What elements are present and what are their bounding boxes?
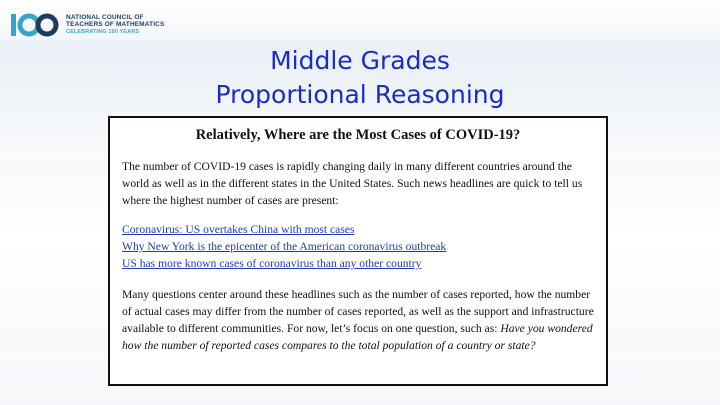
document-intro: The number of COVID-19 cases is rapidly changing daily in many different countries around the world as well as in the different states in the United States. Such news headlines are quick to tell us where the highest number of cases are present: [122,160,583,207]
logo-text [66,14,164,36]
headline-link-3[interactable]: US has more known cases of coronavirus than any other country [122,257,422,270]
document-body-text: Many questions center around these headlines such as the number of cases reported, how the number of actual cases may differ from the number of cases reported, as well as the support and infrastructure available to different communities. For now, let’s focus on one question, such as: [122,288,594,335]
logo-line-2: TEACHERS OF MATHEMATICS [66,21,165,29]
document-excerpt [108,116,608,386]
document-question: Have you wondered how the number of reported cases compares to the total population of a country or state? [122,322,593,352]
headline-link-2[interactable]: Why New York is the epicenter of the American coronavirus outbreak [122,240,447,253]
headline-link-1[interactable]: Coronavirus: US overtakes China with most cases [122,223,355,236]
nctm-logo [10,9,170,41]
document-heading: Relatively, Where are the Most Cases of COVID-19? [195,127,521,143]
slide-title-line-1: Middle Grades [270,46,450,75]
headline-links [122,221,594,272]
nctm-100-logo-icon [10,10,60,40]
logo-line-1: NATIONAL COUNCIL OF [66,13,144,21]
document-body [122,286,594,354]
slide-title [0,44,720,112]
logo-line-3: CELEBRATING 100 YEARS [66,29,140,36]
slide-title-line-2: Proportional Reasoning [215,80,505,109]
